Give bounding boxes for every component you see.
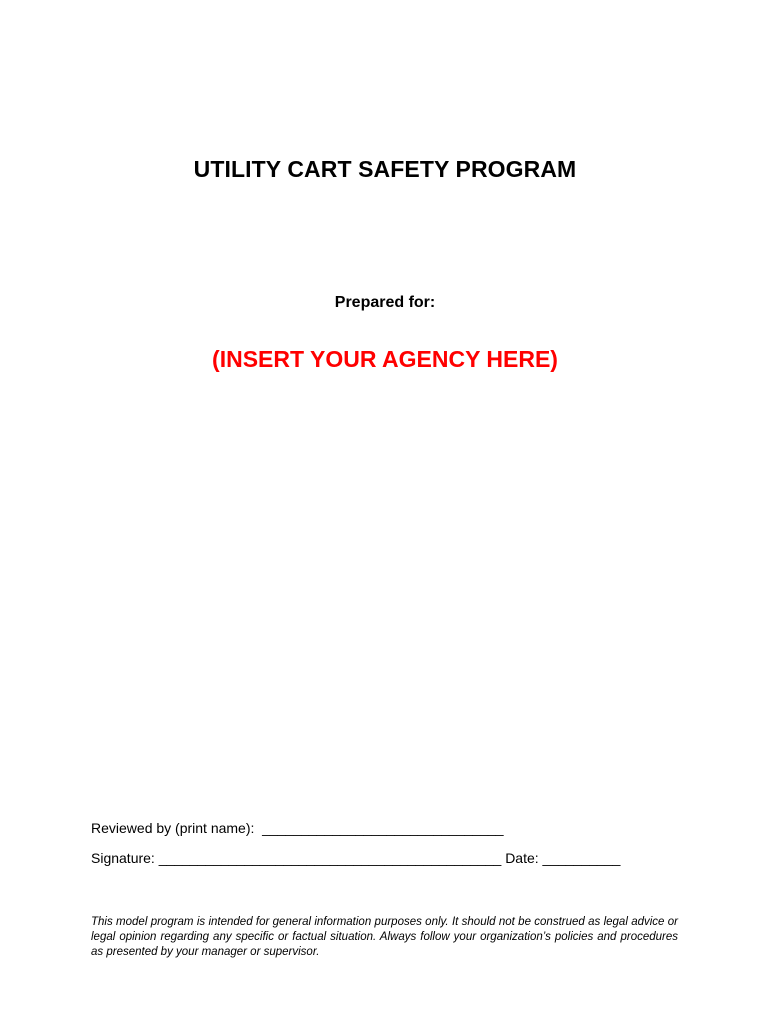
agency-placeholder: (INSERT YOUR AGENCY HERE) [212, 346, 558, 372]
document-title: UTILITY CART SAFETY PROGRAM [193, 156, 577, 182]
disclaimer-text: This model program is intended for general information purposes only. It should not be construed as legal advice or legal opinion regarding any specific or factual situation. Always follow your organization’s policies and procedures as presented by your manager or supervisor. [91, 916, 678, 958]
reviewed-by-line: Reviewed by (print name): _______________________________ [91, 820, 504, 836]
prepared-for-label: Prepared for: [334, 294, 436, 311]
signature-date-line: Signature: ____________________________________________ Date: __________ [91, 850, 621, 866]
